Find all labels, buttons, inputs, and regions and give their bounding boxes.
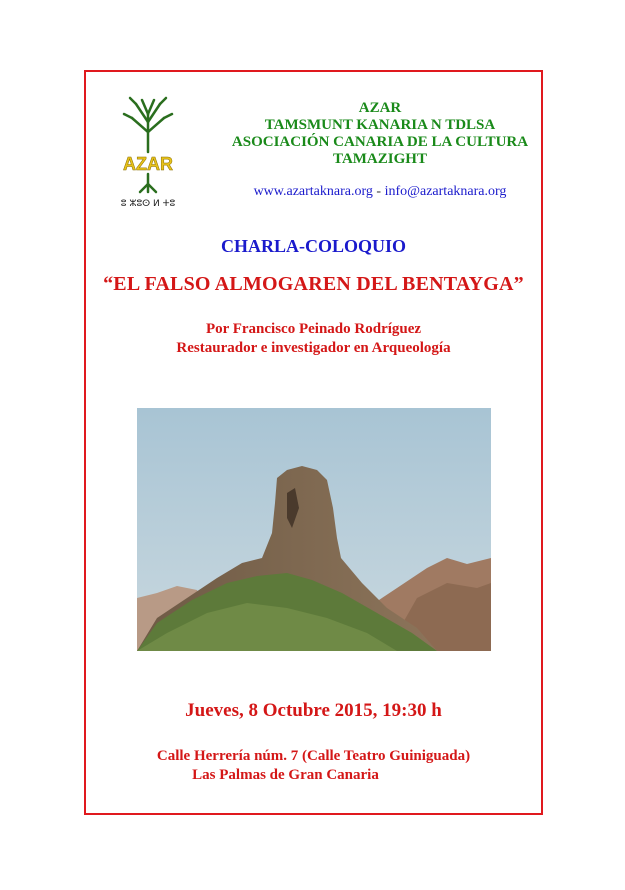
contact-separator: - — [376, 184, 382, 199]
address-line1: Calle Herrería núm. 7 (Calle Teatro Guiniguada) — [156, 748, 471, 764]
svg-text:AZAR: AZAR — [123, 154, 173, 174]
org-name-line3: TAMAZIGHT — [333, 151, 427, 167]
address-block — [84, 747, 543, 785]
org-short-name: AZAR — [358, 100, 402, 116]
address-line2: Las Palmas de Gran Canaria — [192, 767, 379, 783]
organization-block — [210, 100, 550, 168]
speaker-block — [84, 320, 543, 358]
event-type: CHARLA-COLOQUIO — [220, 236, 406, 256]
event-title: “EL FALSO ALMOGAREN DEL BENTAYGA” — [103, 273, 524, 295]
speaker-role: Restaurador e investigador en Arqueología — [176, 340, 451, 356]
contact-line — [210, 184, 550, 200]
org-name-line2: ASOCIACIÓN CANARIA DE LA CULTURA — [231, 134, 529, 150]
email-link[interactable]: info@azartaknara.org — [384, 184, 507, 199]
azar-logo — [108, 92, 188, 212]
svg-text:ⵓ ⵣⵓⵙ ⵍ ⵜⵓ: ⵓ ⵣⵓⵙ ⵍ ⵜⵓ — [120, 199, 176, 209]
speaker-name: Por Francisco Peinado Rodríguez — [205, 321, 422, 337]
event-date: Jueves, 8 Octubre 2015, 19:30 h — [185, 700, 442, 721]
roque-bentayga-photo — [137, 408, 491, 651]
org-name-line1: TAMSMUNT KANARIA N TDLSA — [264, 117, 496, 133]
website-link[interactable]: www.azartaknara.org — [253, 184, 373, 199]
